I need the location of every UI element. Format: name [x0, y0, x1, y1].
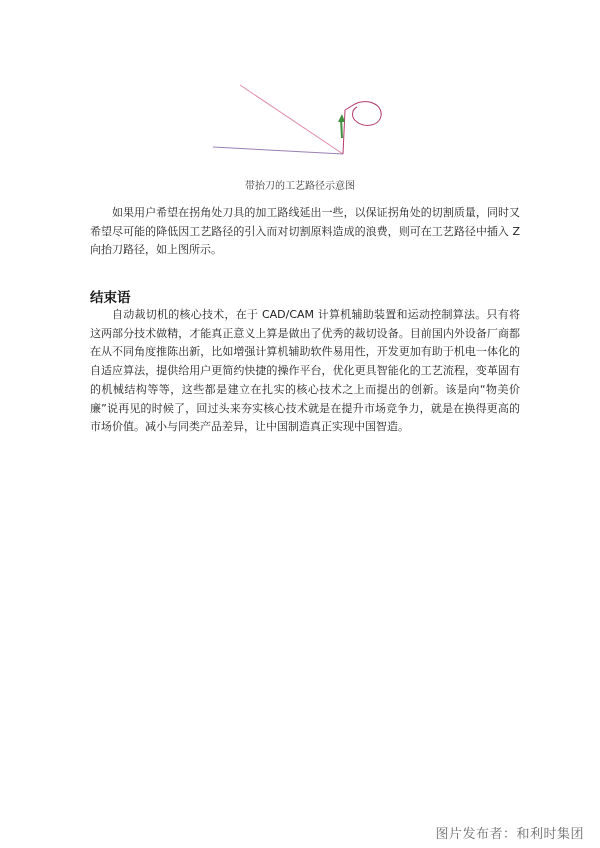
paragraph-conclusion: [90, 306, 520, 437]
figure-caption: 带抬刀的工艺路径示意图: [245, 181, 355, 192]
tool-path-figure: [205, 78, 395, 168]
exit-path-line: [213, 147, 343, 154]
section-heading: 结束语: [90, 290, 131, 306]
tool-path-diagram-icon: [205, 78, 395, 168]
approach-path-line: [240, 85, 343, 154]
lift-path-line: [343, 110, 345, 154]
paragraph-text: 自动裁切机的核心技术，在于 CAD/CAM 计算机辅助装置和运动控制算法。只有将这两部分技术做精，才能真正意义上算是做出了优秀的裁切设备。目前国内外设备厂商都在从不同角度推陈出新，比如增强计算机辅助软件易用性，开发更加有助于机电一体化的自适应算法，提供给用户更简约快捷的操作平台，优化更具智能化的工艺流程，变革固有的机械结构等等，这些都是建立在扎实的核心技术之上而提出的创新。该是向“物美价廉”说再见的时候了，回过头来夯实核心技术就是在提升市场竞争力，就是在换得更高的市场价值。减小与同类产品差异，让中国制造真正实现中国智造。: [90, 308, 520, 434]
lift-marker-arrow: [338, 114, 345, 122]
paragraph-tool-lift: [90, 204, 520, 260]
paragraph-text: 如果用户希望在拐角处刀具的加工路线延出一些，以保证拐角处的切割质量，同时又希望尽可能的降低因工艺路径的引入而对切割原料造成的浪费，则可在工艺路径中插入 Z 向抬刀路径，如上图所示。: [90, 206, 520, 257]
image-credit: 图片发布者：和利时集团: [435, 827, 584, 842]
lift-loop-path: [345, 102, 381, 126]
